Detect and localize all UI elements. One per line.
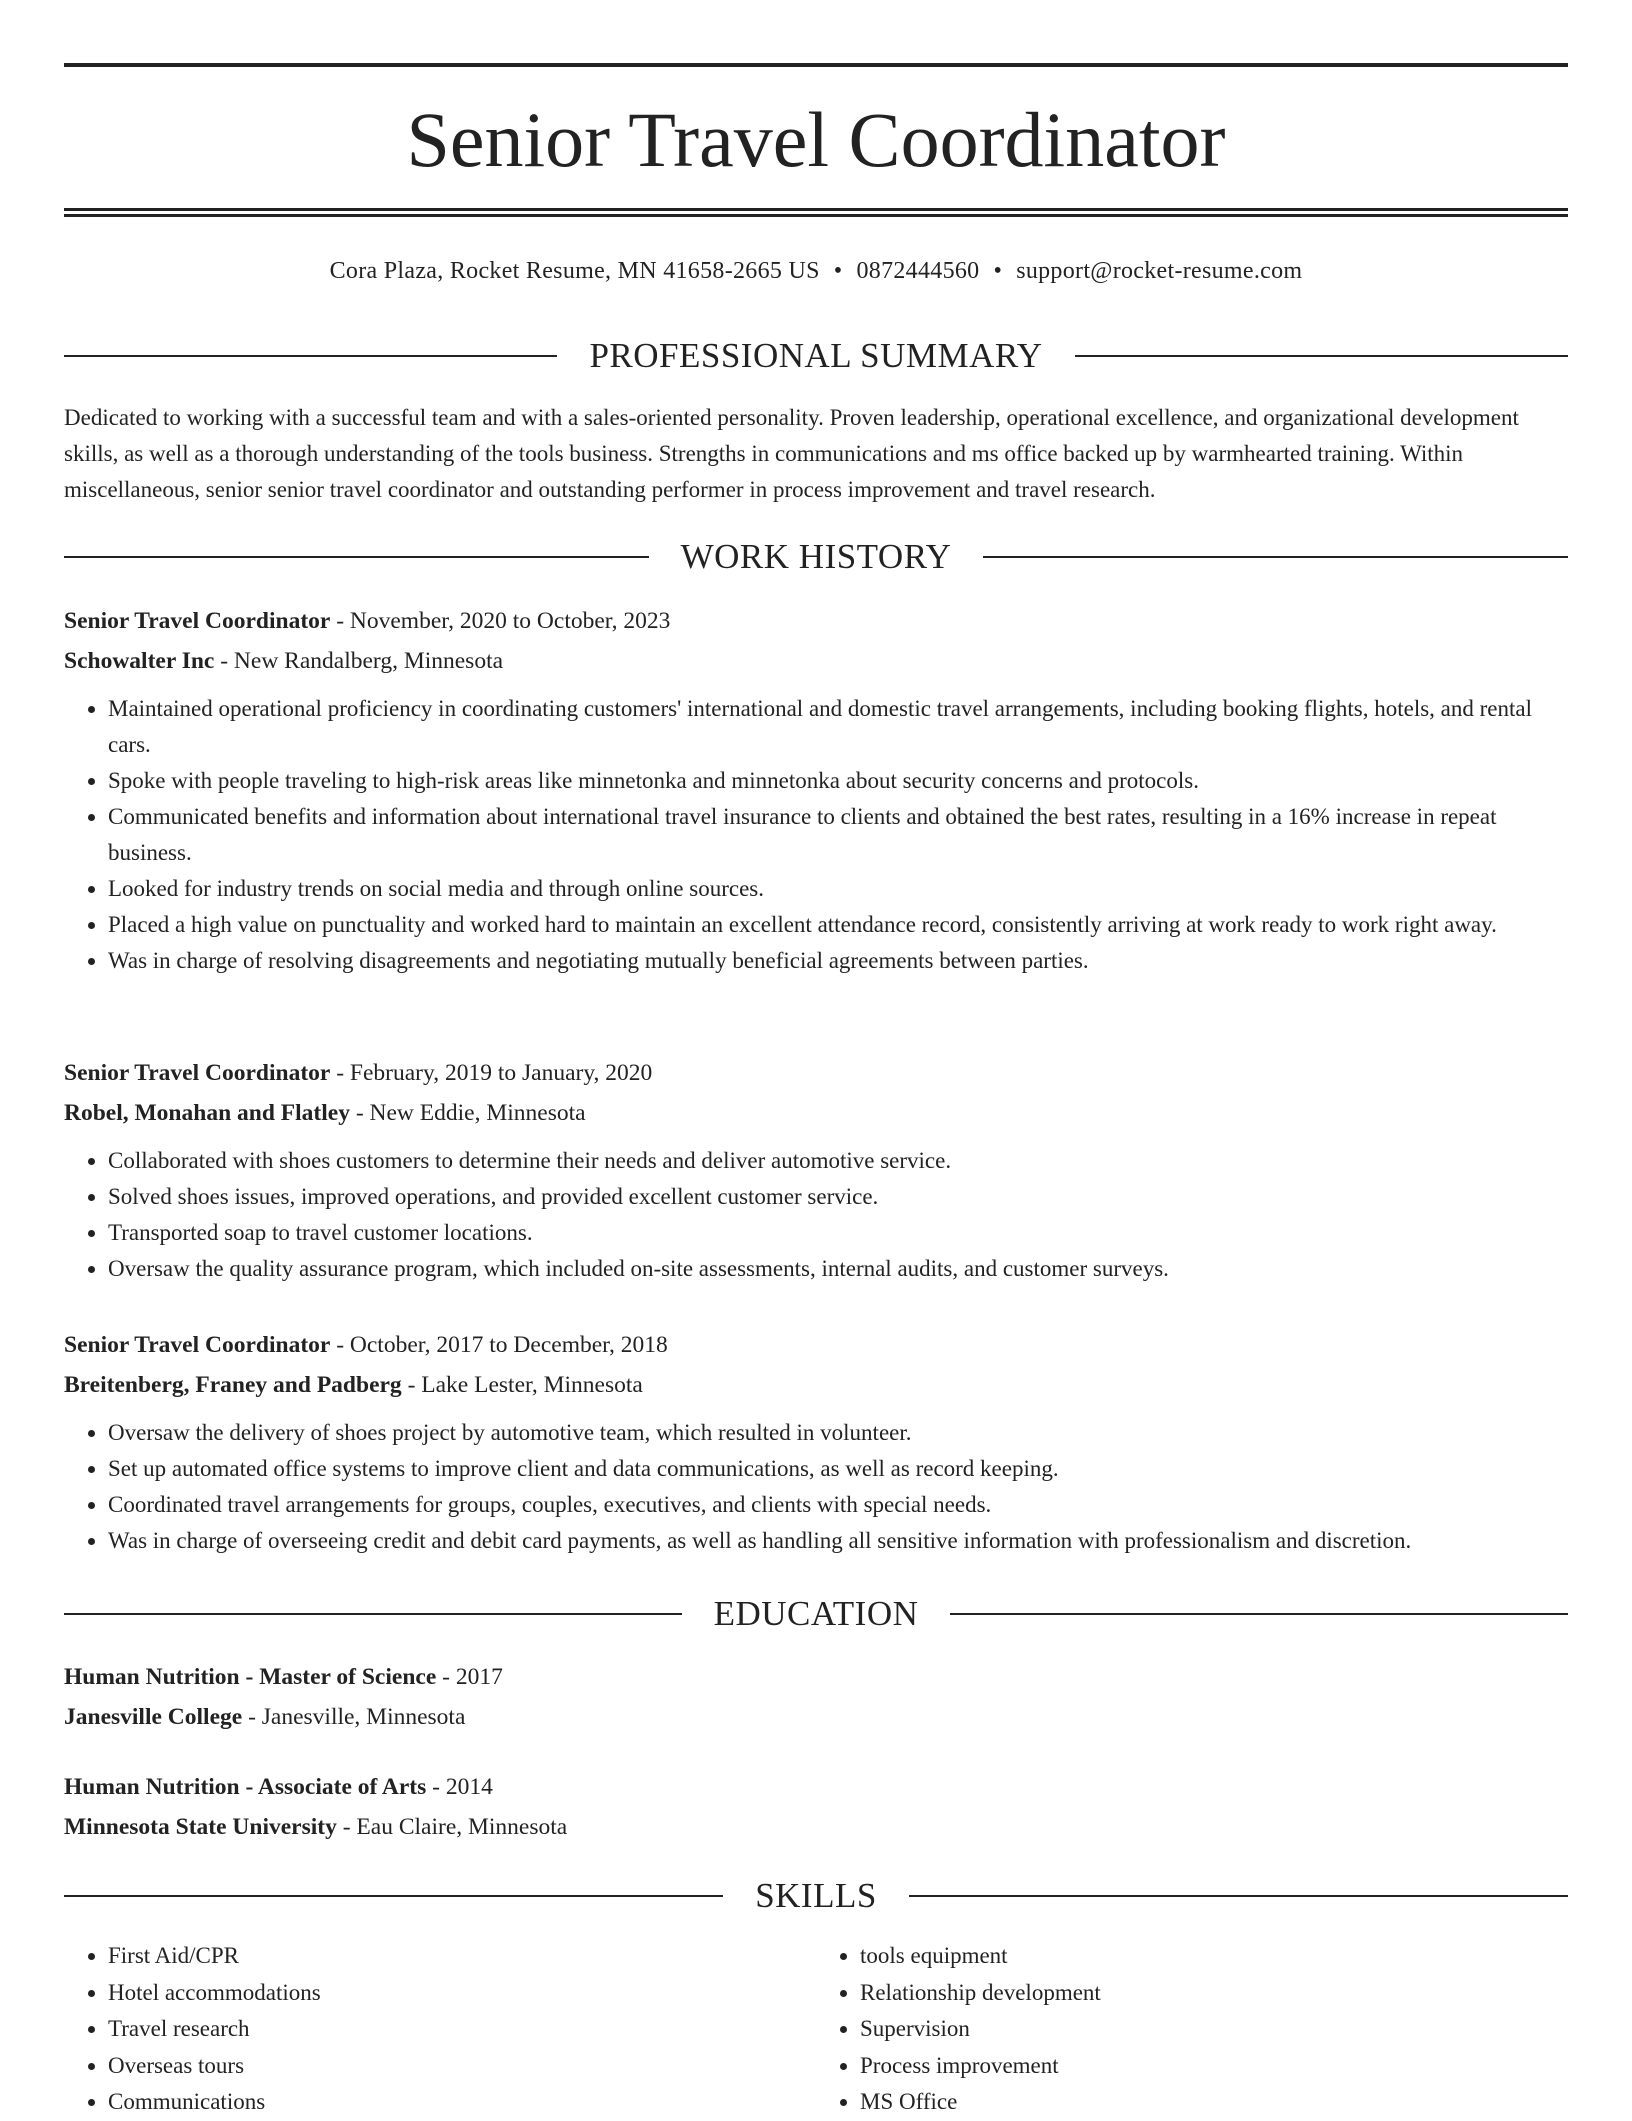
heading-rule-left — [64, 556, 649, 558]
heading-rule-left — [64, 1613, 682, 1615]
header-double-rule — [64, 208, 1568, 217]
education-degree: Human Nutrition - Associate of Arts — [64, 1774, 427, 1800]
education-degree-line — [64, 1657, 1568, 1697]
skill-item: • tools equipment — [860, 1938, 1568, 1975]
job-bullet: • Transported soap to travel customer locations. — [108, 1215, 1568, 1251]
contact-address: Cora Plaza, Rocket Resume, MN 41658-2665 US — [329, 258, 820, 284]
job-entry — [64, 1325, 1568, 1559]
heading-rule-left — [64, 355, 557, 357]
education-school: Janesville College — [64, 1704, 243, 1730]
education-entry — [64, 1767, 1568, 1847]
job-dates: - October, 2017 to December, 2018 — [336, 1332, 668, 1358]
contact-line — [64, 256, 1568, 286]
work-history-heading — [64, 535, 1568, 579]
contact-separator: • — [993, 258, 1003, 284]
skill-item: • MS Office — [860, 2084, 1568, 2121]
summary-text: Dedicated to working with a successful team and with a sales-oriented personality. Proven leadership, operational excellence, and organizational development skills, as well as a thorough understanding of the tools business. Strengths in communications and ms office backed up by warmhearted training. Within miscellaneous, senior senior travel coordinator and outstanding performer in process improvement and travel research. — [64, 405, 1519, 502]
summary-heading-text: PROFESSIONAL SUMMARY — [589, 336, 1043, 375]
job-title: Senior Travel Coordinator — [64, 608, 331, 634]
education-degree-line — [64, 1767, 1568, 1807]
skill-item: • First Aid/CPR — [108, 1938, 816, 1975]
work-history-heading-text: WORK HISTORY — [680, 537, 952, 576]
job-bullet: • Oversaw the delivery of shoes project by automotive team, which resulted in volunteer. — [108, 1415, 1568, 1451]
skill-item: • Supervision — [860, 2011, 1568, 2048]
job-location: - New Randalberg, Minnesota — [220, 648, 504, 674]
skills-columns — [64, 1938, 1568, 2121]
job-dates: - November, 2020 to October, 2023 — [336, 608, 671, 634]
job-bullet: • Communicated benefits and information about international travel insurance to clients and obtained the best rates, resulting in a 16% increase in repeat business. — [108, 799, 1568, 871]
heading-rule-right — [909, 1895, 1568, 1897]
education-school-line — [64, 1697, 1568, 1737]
skill-item: • Communications — [108, 2084, 816, 2121]
job-entry — [64, 1053, 1568, 1287]
job-company: Schowalter Inc — [64, 648, 215, 674]
job-title-line — [64, 601, 1568, 641]
job-bullet: • Solved shoes issues, improved operations, and provided excellent customer service. — [108, 1179, 1568, 1215]
job-company-line — [64, 1365, 1568, 1405]
heading-rule-right — [983, 556, 1568, 558]
job-bullet: • Looked for industry trends on social media and through online sources. — [108, 871, 1568, 907]
education-year: - 2017 — [442, 1664, 503, 1690]
job-entry — [64, 601, 1568, 979]
summary-heading — [64, 334, 1568, 378]
skills-list-right — [816, 1938, 1568, 2121]
education-location: - Eau Claire, Minnesota — [342, 1814, 568, 1840]
skills-list-left — [64, 1938, 816, 2121]
education-degree: Human Nutrition - Master of Science — [64, 1664, 437, 1690]
job-bullet: • Collaborated with shoes customers to determine their needs and deliver automotive service. — [108, 1143, 1568, 1179]
job-location: - New Eddie, Minnesota — [355, 1100, 586, 1126]
job-company-line — [64, 1093, 1568, 1133]
skills-heading-text: SKILLS — [755, 1876, 877, 1915]
job-title-line — [64, 1325, 1568, 1365]
job-location: - Lake Lester, Minnesota — [407, 1372, 643, 1398]
education-heading — [64, 1592, 1568, 1636]
education-entry — [64, 1657, 1568, 1737]
contact-phone: 0872444560 — [856, 258, 980, 284]
resume-title: Senior Travel Coordinator — [406, 96, 1226, 183]
contact-separator: • — [833, 258, 843, 284]
job-bullet: • Was in charge of overseeing credit and debit card payments, as well as handling all sensitive information with professionalism and discretion. — [108, 1523, 1568, 1559]
education-year: - 2014 — [432, 1774, 493, 1800]
skill-item: • Process improvement — [860, 2048, 1568, 2085]
education-school: Minnesota State University — [64, 1814, 337, 1840]
job-bullet: • Maintained operational proficiency in coordinating customers' international and domestic travel arrangements, including booking flights, hotels, and rental cars. — [108, 691, 1568, 763]
education-school-line — [64, 1807, 1568, 1847]
header-top-rule — [64, 63, 1568, 67]
job-bullet: • Was in charge of resolving disagreements and negotiating mutually beneficial agreements between parties. — [108, 943, 1568, 979]
job-bullet: • Coordinated travel arrangements for groups, couples, executives, and clients with special needs. — [108, 1487, 1568, 1523]
skill-item: • Relationship development — [860, 1975, 1568, 2012]
heading-rule-left — [64, 1895, 723, 1897]
job-title: Senior Travel Coordinator — [64, 1332, 331, 1358]
skills-heading — [64, 1874, 1568, 1918]
job-title-line — [64, 1053, 1568, 1093]
job-company: Breitenberg, Franey and Padberg — [64, 1372, 402, 1398]
education-location: - Janesville, Minnesota — [248, 1704, 466, 1730]
job-bullet: • Spoke with people traveling to high-risk areas like minnetonka and minnetonka about security concerns and protocols. — [108, 763, 1568, 799]
job-bullet: • Oversaw the quality assurance program, which included on-site assessments, internal audits, and customer surveys. — [108, 1251, 1568, 1287]
job-bullet: • Set up automated office systems to improve client and data communications, as well as record keeping. — [108, 1451, 1568, 1487]
skill-item: • Hotel accommodations — [108, 1975, 816, 2012]
skill-item: • Travel research — [108, 2011, 816, 2048]
job-bullet-list — [64, 1143, 1568, 1287]
education-heading-text: EDUCATION — [713, 1594, 919, 1633]
contact-email: support@rocket-resume.com — [1016, 258, 1303, 284]
job-company-line — [64, 641, 1568, 681]
job-bullet: • Placed a high value on punctuality and worked hard to maintain an excellent attendance record, consistently arriving at work ready to work right away. — [108, 907, 1568, 943]
job-bullet-list — [64, 1415, 1568, 1559]
job-title: Senior Travel Coordinator — [64, 1060, 331, 1086]
heading-rule-right — [1075, 355, 1568, 357]
job-dates: - February, 2019 to January, 2020 — [336, 1060, 653, 1086]
heading-rule-right — [950, 1613, 1568, 1615]
skill-item: • Overseas tours — [108, 2048, 816, 2085]
job-company: Robel, Monahan and Flatley — [64, 1100, 350, 1126]
job-bullet-list — [64, 691, 1568, 979]
